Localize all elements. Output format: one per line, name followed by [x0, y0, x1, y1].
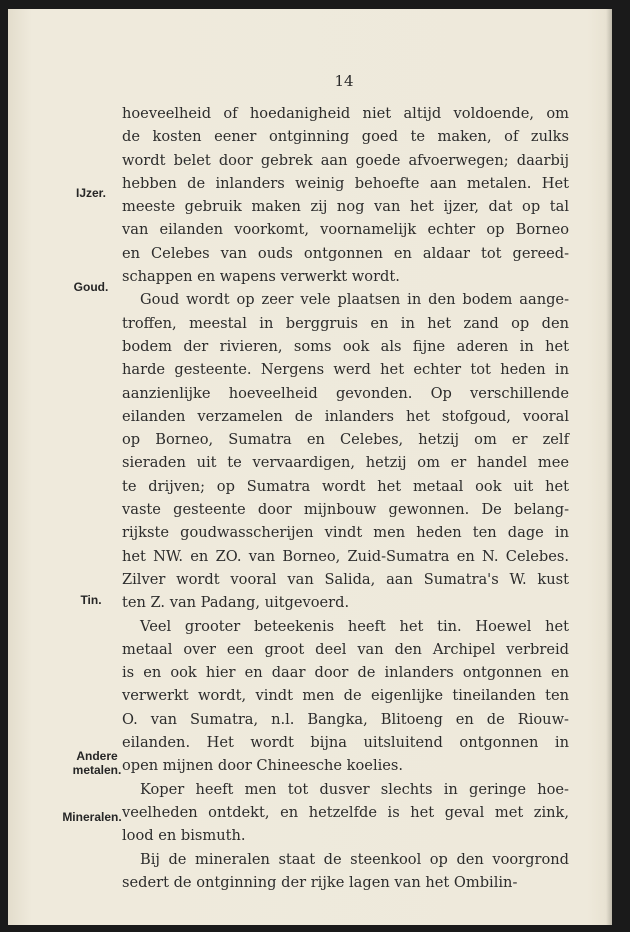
text-line: de kosten eener ontginning goed te maken, of zulks — [122, 128, 569, 146]
margin-note-mineralen: Mineralen. — [62, 810, 122, 824]
text-line: Koper heeft men tot dusver slechts in geringe hoe- — [140, 780, 569, 798]
text-line: troffen, meestal in berggruis en in het zand op den — [122, 314, 569, 332]
text-line: eilanden verzamelen de inlanders het stofgoud, vooral — [122, 407, 569, 425]
margin-note-tin: Tin. — [80, 593, 102, 607]
text-line: open mijnen door Chineesche koelies. — [122, 757, 404, 775]
text-line: hebben de inlanders weinig behoefte aan metalen. Het — [122, 174, 569, 192]
text-line: is en ook hier en daar door de inlanders ontgonnen en — [122, 664, 569, 682]
text-line: van eilanden voorkomt, voornamelijk echter op Borneo — [122, 221, 569, 239]
text-line: metaal over een groot deel van den Archipel verbreid — [122, 640, 569, 658]
text-line: op Borneo, Sumatra en Celebes, hetzij om er zelf — [122, 431, 569, 449]
margin-note-andere: Andere — [76, 749, 118, 763]
body-text — [122, 102, 569, 894]
text-line: Goud wordt op zeer vele plaatsen in den bodem aange- — [140, 291, 569, 309]
text-line: sedert de ontginning der rijke lagen van het Ombilin- — [122, 873, 518, 891]
text-line: Bij de mineralen staat de steenkool op den voorgrond — [140, 850, 569, 868]
text-line: te drijven; op Sumatra wordt het metaal ook uit het — [122, 477, 569, 495]
margin-note-ijzer: IJzer. — [75, 186, 107, 200]
text-line: bodem der rivieren, soms ook als fijne aderen in het — [122, 337, 569, 355]
book-page — [8, 9, 612, 925]
text-line: Zilver wordt vooral van Salida, aan Sumatra's W. kust — [122, 570, 569, 588]
binding-shadow — [606, 9, 612, 925]
text-line: het NW. en ZO. van Borneo, Zuid-Sumatra en N. Celebes. — [122, 547, 569, 565]
page-number: 14 — [334, 72, 354, 90]
text-line: hoeveelheid of hoedanigheid niet altijd voldoende, om — [122, 105, 569, 122]
margin-note-goud: Goud. — [73, 280, 109, 294]
text-line: meeste gebruik maken zij nog van het ijzer, dat op tal — [122, 198, 569, 216]
text-line: vaste gesteente door mijnbouw gewonnen. De belang- — [122, 501, 569, 519]
text-line: aanzienlijke hoeveelheid gevonden. Op verschillende — [122, 384, 569, 402]
text-line: veelheden ontdekt, en hetzelfde is het geval met zink, — [122, 803, 569, 821]
text-line: rijkste goudwasscherijen vindt men heden ten dage in — [122, 524, 569, 542]
text-line: ten Z. van Padang, uitgevoerd. — [122, 594, 350, 612]
text-line: eilanden. Het wordt bijna uitsluitend ontgonnen in — [122, 734, 569, 752]
text-line: harde gesteente. Nergens werd het echter tot heden in — [122, 361, 569, 379]
text-line: Veel grooter beteekenis heeft het tin. Hoewel het — [140, 617, 569, 635]
text-line: sieraden uit te vervaardigen, hetzij om er handel mee — [122, 454, 569, 472]
text-line: schappen en wapens verwerkt wordt. — [122, 268, 400, 286]
text-line: verwerkt wordt, vindt men de eigenlijke tineilanden ten — [122, 687, 569, 705]
text-line: en Celebes van ouds ontgonnen en aldaar tot gereed- — [122, 244, 569, 262]
margin-note-metalen: metalen. — [72, 763, 122, 777]
text-line: wordt belet door gebrek aan goede afvoerwegen; daarbij — [122, 151, 569, 169]
text-line: lood en bismuth. — [122, 827, 246, 845]
text-line: O. van Sumatra, n.l. Bangka, Blitoeng en de Riouw- — [122, 710, 569, 728]
